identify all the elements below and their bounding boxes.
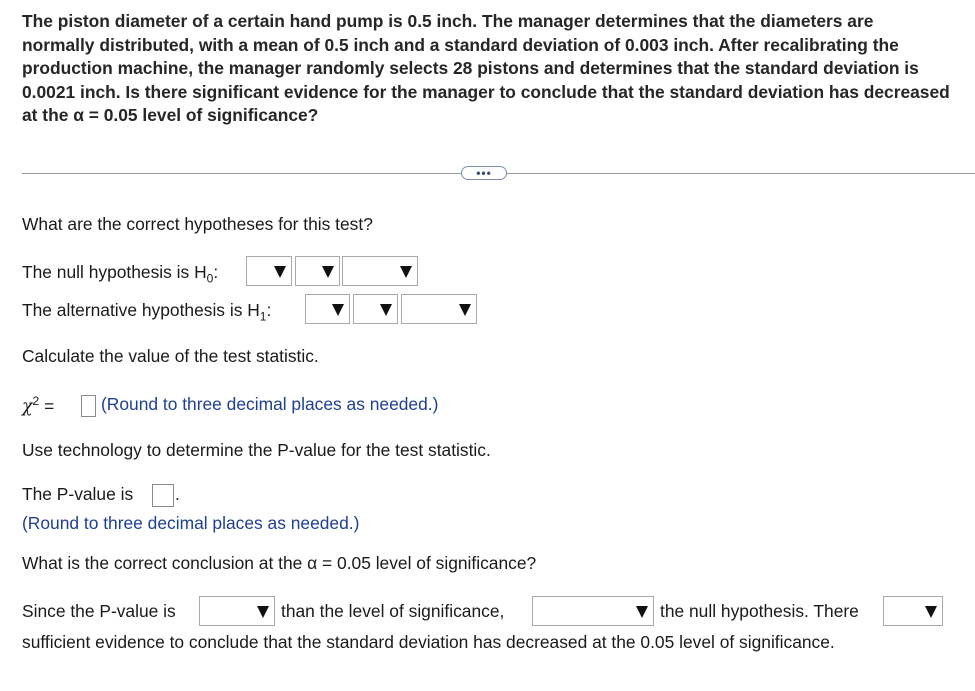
alternative-hypothesis-label	[22, 300, 271, 323]
conclusion-part1: Since the P-value is	[22, 601, 176, 621]
problem-line: production machine, the manager randomly selects 28 pistons and determines that the standard deviation is	[22, 58, 919, 78]
alternative-hypothesis-colon: :	[266, 300, 272, 320]
pvalue-label: The P-value is	[22, 484, 134, 504]
problem-line: The piston diameter of a certain hand pump is 0.5 inch. The manager determines that the diameters are	[22, 11, 874, 31]
chi-square-input[interactable]	[81, 395, 96, 417]
chevron-down-icon	[400, 266, 412, 278]
chi-symbol: χ	[22, 396, 33, 417]
chevron-down-icon	[274, 266, 286, 278]
conclusion-part2: than the level of significance,	[281, 601, 505, 621]
problem-line: 0.0021 inch. Is there significant evidence for the manager to conclude that the standard deviation has decreased	[22, 81, 950, 102]
reject-decision-dropdown[interactable]	[532, 596, 654, 626]
chi-square-row	[22, 394, 54, 417]
chevron-down-icon	[636, 606, 648, 618]
pvalue-instruction: Use technology to determine the P-value for the test statistic.	[22, 440, 491, 460]
hypotheses-question: What are the correct hypotheses for this test?	[22, 214, 373, 234]
alternative-parameter-dropdown[interactable]	[305, 294, 350, 324]
statistic-instruction: Calculate the value of the test statistic.	[22, 346, 319, 366]
null-hypothesis-subscript: 0	[206, 271, 214, 286]
chevron-down-icon	[380, 304, 392, 316]
null-hypothesis-text: The null hypothesis is H	[22, 262, 207, 282]
null-parameter-dropdown[interactable]	[246, 256, 292, 286]
problem-statement	[22, 10, 970, 128]
section-divider	[22, 164, 975, 184]
alternative-hypothesis-text: The alternative hypothesis is H	[22, 300, 260, 320]
expand-more-button[interactable]: •••	[461, 166, 507, 180]
chevron-down-icon	[459, 304, 471, 316]
chevron-down-icon	[322, 266, 334, 278]
null-hypothesis-colon: :	[213, 262, 219, 282]
chevron-down-icon	[925, 606, 937, 618]
chevron-down-icon	[332, 304, 344, 316]
chi-exponent: 2	[32, 394, 40, 408]
statistic-rounding-hint: (Round to three decimal places as needed.)	[101, 394, 439, 414]
pvalue-comparison-dropdown[interactable]	[199, 596, 275, 626]
chevron-down-icon	[257, 606, 269, 618]
null-relation-dropdown[interactable]	[295, 256, 340, 286]
conclusion-part4: sufficient evidence to conclude that the standard deviation has decreased at the 0.05 level of significance.	[22, 632, 835, 652]
problem-line: normally distributed, with a mean of 0.5 inch and a standard deviation of 0.003 inch. After recalibrating the	[22, 34, 899, 55]
null-hypothesis-label	[22, 262, 218, 285]
null-value-dropdown[interactable]	[342, 256, 418, 286]
problem-line: at the α = 0.05 level of significance?	[22, 105, 319, 125]
equals-sign: =	[39, 395, 55, 416]
evidence-dropdown[interactable]	[883, 596, 943, 626]
alternative-value-dropdown[interactable]	[401, 294, 477, 324]
pvalue-input[interactable]	[152, 484, 174, 507]
conclusion-question: What is the correct conclusion at the α = 0.05 level of significance?	[22, 553, 537, 573]
alternative-relation-dropdown[interactable]	[353, 294, 398, 324]
pvalue-rounding-hint: (Round to three decimal places as needed.)	[22, 513, 360, 533]
conclusion-part3: the null hypothesis. There	[660, 601, 859, 621]
pvalue-period: .	[175, 484, 180, 504]
alternative-hypothesis-subscript: 1	[259, 309, 267, 324]
